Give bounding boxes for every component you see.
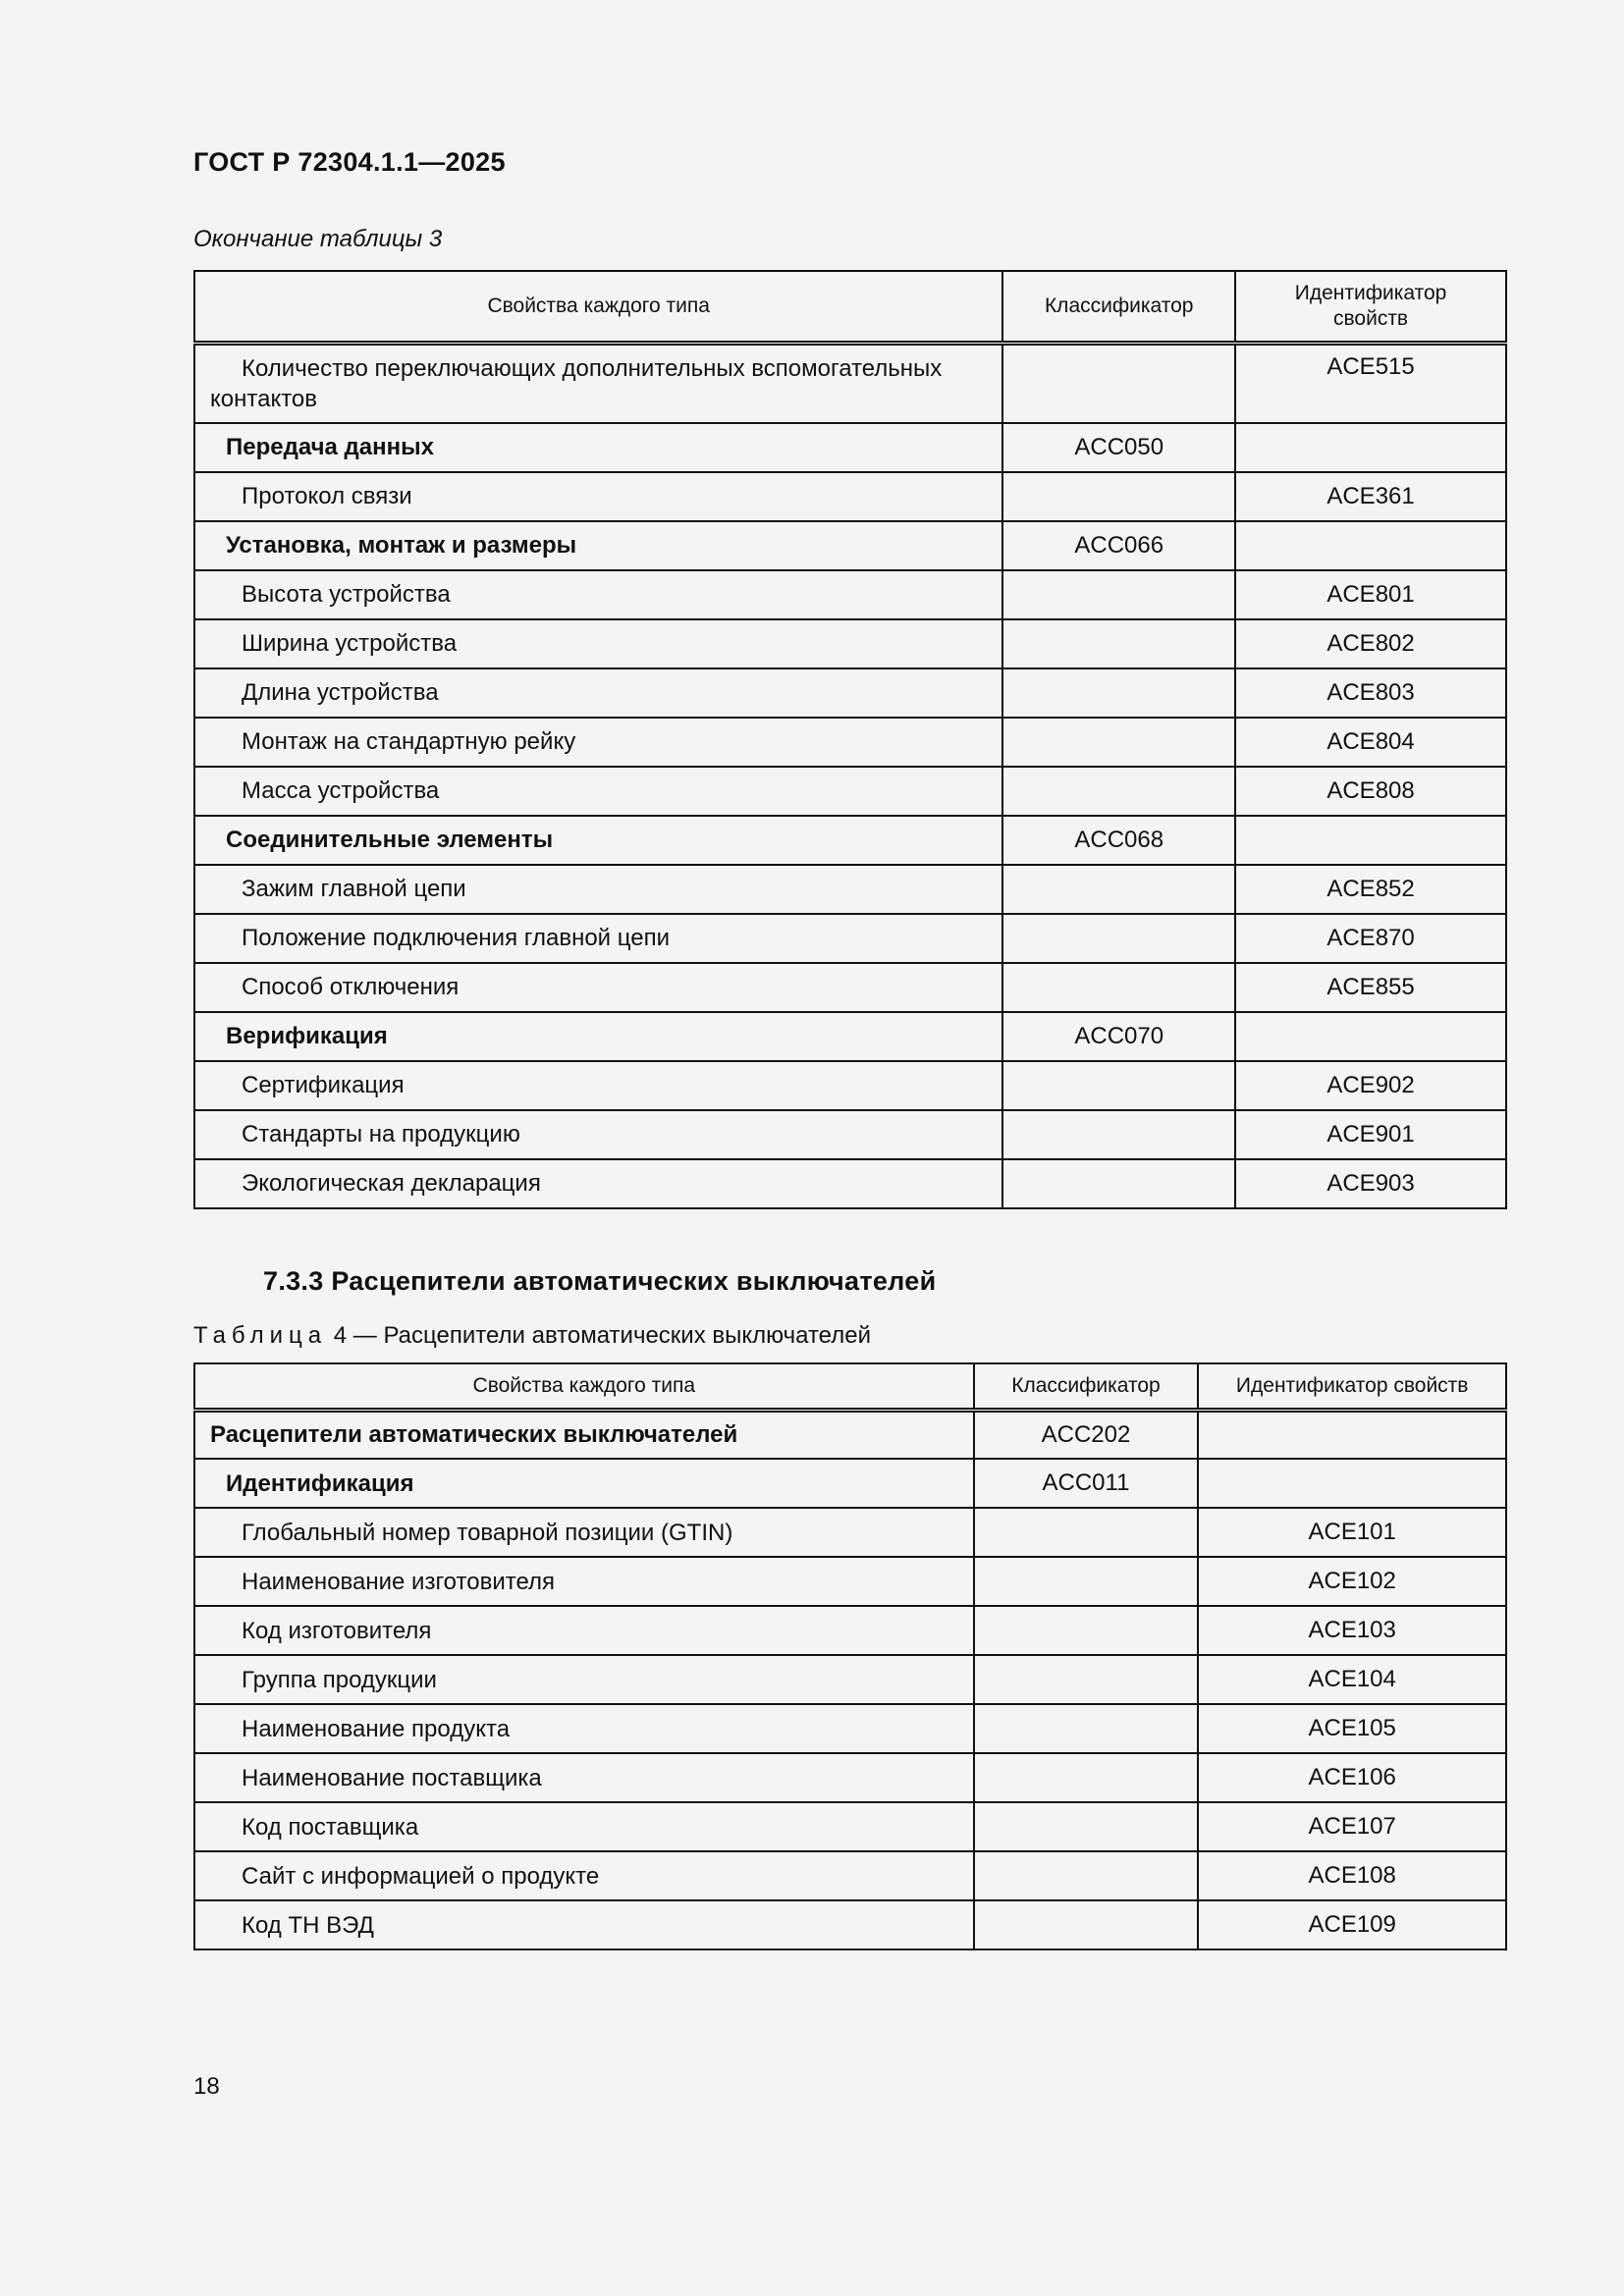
- table-row: [194, 963, 1506, 1012]
- table-row: [194, 1508, 1506, 1557]
- table-row: [194, 1802, 1506, 1851]
- table-row: [194, 1851, 1506, 1900]
- property-name-cell: Наименование изготовителя: [194, 1557, 974, 1606]
- property-name-cell: Верификация: [194, 1012, 1002, 1061]
- column-header-properties: Свойства каждого типа: [194, 271, 1002, 343]
- property-name-cell: Протокол связи: [194, 472, 1002, 521]
- property-name-cell: Код ТН ВЭД: [194, 1900, 974, 1949]
- property-id-cell: ACE101: [1198, 1508, 1506, 1557]
- property-id-cell: ACE804: [1235, 718, 1506, 767]
- classifier-cell: [1002, 1159, 1235, 1208]
- property-id-cell: ACE808: [1235, 767, 1506, 816]
- property-id-cell: ACE106: [1198, 1753, 1506, 1802]
- table-row: [194, 1159, 1506, 1208]
- classifier-cell: [974, 1704, 1199, 1753]
- table-row: [194, 619, 1506, 668]
- table-row: [194, 1012, 1506, 1061]
- document-header: ГОСТ Р 72304.1.1—2025: [193, 147, 506, 177]
- classifier-cell: ACC011: [974, 1459, 1199, 1508]
- column-header-classifier: Классификатор: [974, 1363, 1199, 1410]
- classifier-cell: [1002, 963, 1235, 1012]
- table-row: [194, 767, 1506, 816]
- table-row: [194, 1900, 1506, 1949]
- property-name-cell: Зажим главной цепи: [194, 865, 1002, 914]
- classifier-cell: [1002, 570, 1235, 619]
- property-name-cell: Монтаж на стандартную рейку: [194, 718, 1002, 767]
- table-row: [194, 718, 1506, 767]
- classifier-cell: [974, 1655, 1199, 1704]
- classifier-cell: [1002, 619, 1235, 668]
- property-id-cell: ACE102: [1198, 1557, 1506, 1606]
- property-id-cell: ACE105: [1198, 1704, 1506, 1753]
- table-header-row: [194, 271, 1506, 343]
- classifier-cell: [974, 1508, 1199, 1557]
- classifier-cell: [974, 1606, 1199, 1655]
- table-row: [194, 1753, 1506, 1802]
- property-id-cell: ACE104: [1198, 1655, 1506, 1704]
- table4-title-prefix: Таблица: [193, 1322, 328, 1349]
- classifier-cell: ACC202: [974, 1410, 1199, 1459]
- table-row: [194, 914, 1506, 963]
- property-id-cell: ACE902: [1235, 1061, 1506, 1110]
- classifier-cell: [1002, 767, 1235, 816]
- classifier-cell: [974, 1802, 1199, 1851]
- property-name-cell: Длина устройства: [194, 668, 1002, 718]
- property-id-cell: [1235, 521, 1506, 570]
- property-id-cell: ACE803: [1235, 668, 1506, 718]
- classifier-cell: [974, 1851, 1199, 1900]
- table-row: [194, 668, 1506, 718]
- table-row: [194, 1061, 1506, 1110]
- classifier-cell: [974, 1900, 1199, 1949]
- classifier-cell: [1002, 668, 1235, 718]
- property-id-cell: ACE870: [1235, 914, 1506, 963]
- property-name-cell: Стандарты на продукцию: [194, 1110, 1002, 1159]
- property-id-cell: [1198, 1459, 1506, 1508]
- property-name-cell: Передача данных: [194, 423, 1002, 472]
- table-row: [194, 343, 1506, 423]
- table-row: [194, 1110, 1506, 1159]
- property-name-cell: Сертификация: [194, 1061, 1002, 1110]
- classifier-cell: ACC070: [1002, 1012, 1235, 1061]
- property-id-cell: ACE903: [1235, 1159, 1506, 1208]
- property-id-cell: [1198, 1410, 1506, 1459]
- table-row: [194, 1704, 1506, 1753]
- property-id-cell: ACE802: [1235, 619, 1506, 668]
- property-id-cell: [1235, 816, 1506, 865]
- property-id-cell: ACE852: [1235, 865, 1506, 914]
- property-id-cell: ACE108: [1198, 1851, 1506, 1900]
- property-id-cell: [1235, 1012, 1506, 1061]
- table-row: [194, 1410, 1506, 1459]
- table-row: [194, 472, 1506, 521]
- column-header-properties: Свойства каждого типа: [194, 1363, 974, 1410]
- classifier-cell: [1002, 1110, 1235, 1159]
- property-name-cell: Соединительные элементы: [194, 816, 1002, 865]
- property-name-cell: Ширина устройства: [194, 619, 1002, 668]
- property-name-cell: Положение подключения главной цепи: [194, 914, 1002, 963]
- property-name-cell: Глобальный номер товарной позиции (GTIN): [194, 1508, 974, 1557]
- classifier-cell: [974, 1557, 1199, 1606]
- table-row: [194, 1459, 1506, 1508]
- table-row: [194, 816, 1506, 865]
- property-name-cell: Высота устройства: [194, 570, 1002, 619]
- classifier-cell: [1002, 1061, 1235, 1110]
- property-name-cell: Масса устройства: [194, 767, 1002, 816]
- column-header-property-id: Идентификатор свойств: [1198, 1363, 1506, 1410]
- table-row: [194, 1606, 1506, 1655]
- property-name-cell: Расцепители автоматических выключателей: [194, 1410, 974, 1459]
- table-row: [194, 1655, 1506, 1704]
- property-name-cell: Экологическая декларация: [194, 1159, 1002, 1208]
- property-name-cell: Установка, монтаж и размеры: [194, 521, 1002, 570]
- table-row: [194, 423, 1506, 472]
- property-name-cell: Наименование поставщика: [194, 1753, 974, 1802]
- property-name-cell: Наименование продукта: [194, 1704, 974, 1753]
- table-header-row: [194, 1363, 1506, 1410]
- table-row: [194, 1557, 1506, 1606]
- classifier-cell: [1002, 343, 1235, 423]
- property-name-cell: Сайт с информацией о продукте: [194, 1851, 974, 1900]
- property-id-cell: [1235, 423, 1506, 472]
- classifier-cell: ACC068: [1002, 816, 1235, 865]
- property-id-cell: ACE855: [1235, 963, 1506, 1012]
- property-name-cell: Код поставщика: [194, 1802, 974, 1851]
- property-id-cell: ACE361: [1235, 472, 1506, 521]
- classifier-cell: [1002, 718, 1235, 767]
- table-row: [194, 570, 1506, 619]
- column-header-property-id: Идентификатор свойств: [1235, 271, 1506, 343]
- classifier-cell: ACC050: [1002, 423, 1235, 472]
- property-id-cell: ACE515: [1235, 343, 1506, 423]
- classifier-cell: [1002, 914, 1235, 963]
- classifier-cell: ACC066: [1002, 521, 1235, 570]
- property-id-cell: ACE801: [1235, 570, 1506, 619]
- table3-caption: Окончание таблицы 3: [193, 226, 443, 252]
- property-name-cell: Группа продукции: [194, 1655, 974, 1704]
- property-name-cell: Идентификация: [194, 1459, 974, 1508]
- column-header-classifier: Классификатор: [1002, 271, 1235, 343]
- page-number: 18: [193, 2073, 220, 2100]
- property-id-cell: ACE901: [1235, 1110, 1506, 1159]
- table-row: [194, 865, 1506, 914]
- table-3: [193, 270, 1507, 1209]
- table4-title: [193, 1322, 871, 1350]
- classifier-cell: [1002, 472, 1235, 521]
- table-row: [194, 521, 1506, 570]
- classifier-cell: [974, 1753, 1199, 1802]
- classifier-cell: [1002, 865, 1235, 914]
- property-name-cell: Код изготовителя: [194, 1606, 974, 1655]
- table4-title-rest: 4 — Расцепители автоматических выключателей: [327, 1322, 871, 1349]
- table-4: [193, 1362, 1507, 1950]
- property-id-cell: ACE107: [1198, 1802, 1506, 1851]
- property-id-cell: ACE109: [1198, 1900, 1506, 1949]
- property-id-cell: ACE103: [1198, 1606, 1506, 1655]
- property-name-cell: Способ отключения: [194, 963, 1002, 1012]
- property-name-cell: Количество переключающих дополнительных вспомогательных контактов: [194, 343, 1002, 423]
- section-heading: 7.3.3 Расцепители автоматических выключателей: [263, 1266, 937, 1296]
